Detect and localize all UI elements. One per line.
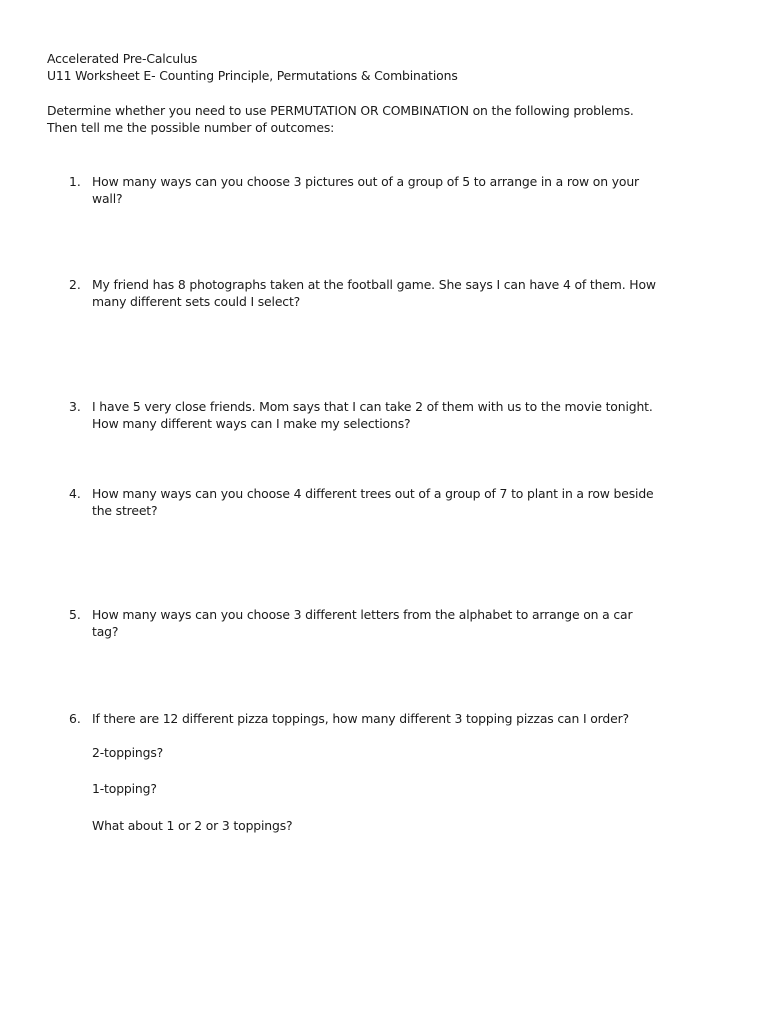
- question-1-text-line-2: wall?: [92, 191, 123, 206]
- question-3-text-line-2: How many different ways can I make my selections?: [92, 416, 411, 431]
- question-3-text-line-1: I have 5 very close friends. Mom says that I can take 2 of them with us to the movie tonight.: [92, 399, 653, 414]
- question-1-number: 1.: [69, 174, 81, 189]
- question-6-text-line-1: If there are 12 different pizza toppings, how many different 3 topping pizzas can I order?: [92, 711, 629, 726]
- question-1-text-line-1: How many ways can you choose 3 pictures out of a group of 5 to arrange in a row on your: [92, 174, 639, 189]
- question-5-text-line-2: tag?: [92, 624, 119, 639]
- question-6-subpart-1-2-3-toppings: What about 1 or 2 or 3 toppings?: [92, 818, 293, 833]
- course-name: Accelerated Pre-Calculus: [47, 51, 198, 66]
- question-6-subpart-2-toppings: 2-toppings?: [92, 745, 164, 760]
- question-5-number: 5.: [69, 607, 81, 622]
- question-5-text-line-1: How many ways can you choose 3 different letters from the alphabet to arrange on a car: [92, 607, 633, 622]
- question-2-number: 2.: [69, 277, 81, 292]
- question-6-number: 6.: [69, 711, 81, 726]
- instructions-line-1: Determine whether you need to use PERMUTATION OR COMBINATION on the following problems.: [47, 103, 634, 118]
- instructions-line-2: Then tell me the possible number of outcomes:: [47, 120, 335, 135]
- question-6-subpart-1-topping: 1-topping?: [92, 781, 157, 796]
- worksheet-title: U11 Worksheet E- Counting Principle, Permutations & Combinations: [47, 68, 458, 83]
- question-3-number: 3.: [69, 399, 81, 414]
- question-2-text-line-2: many different sets could I select?: [92, 294, 301, 309]
- question-4-number: 4.: [69, 486, 81, 501]
- question-4-text-line-1: How many ways can you choose 4 different trees out of a group of 7 to plant in a row beside: [92, 486, 654, 501]
- question-2-text-line-1: My friend has 8 photographs taken at the football game. She says I can have 4 of them. How: [92, 277, 656, 292]
- question-4-text-line-2: the street?: [92, 503, 158, 518]
